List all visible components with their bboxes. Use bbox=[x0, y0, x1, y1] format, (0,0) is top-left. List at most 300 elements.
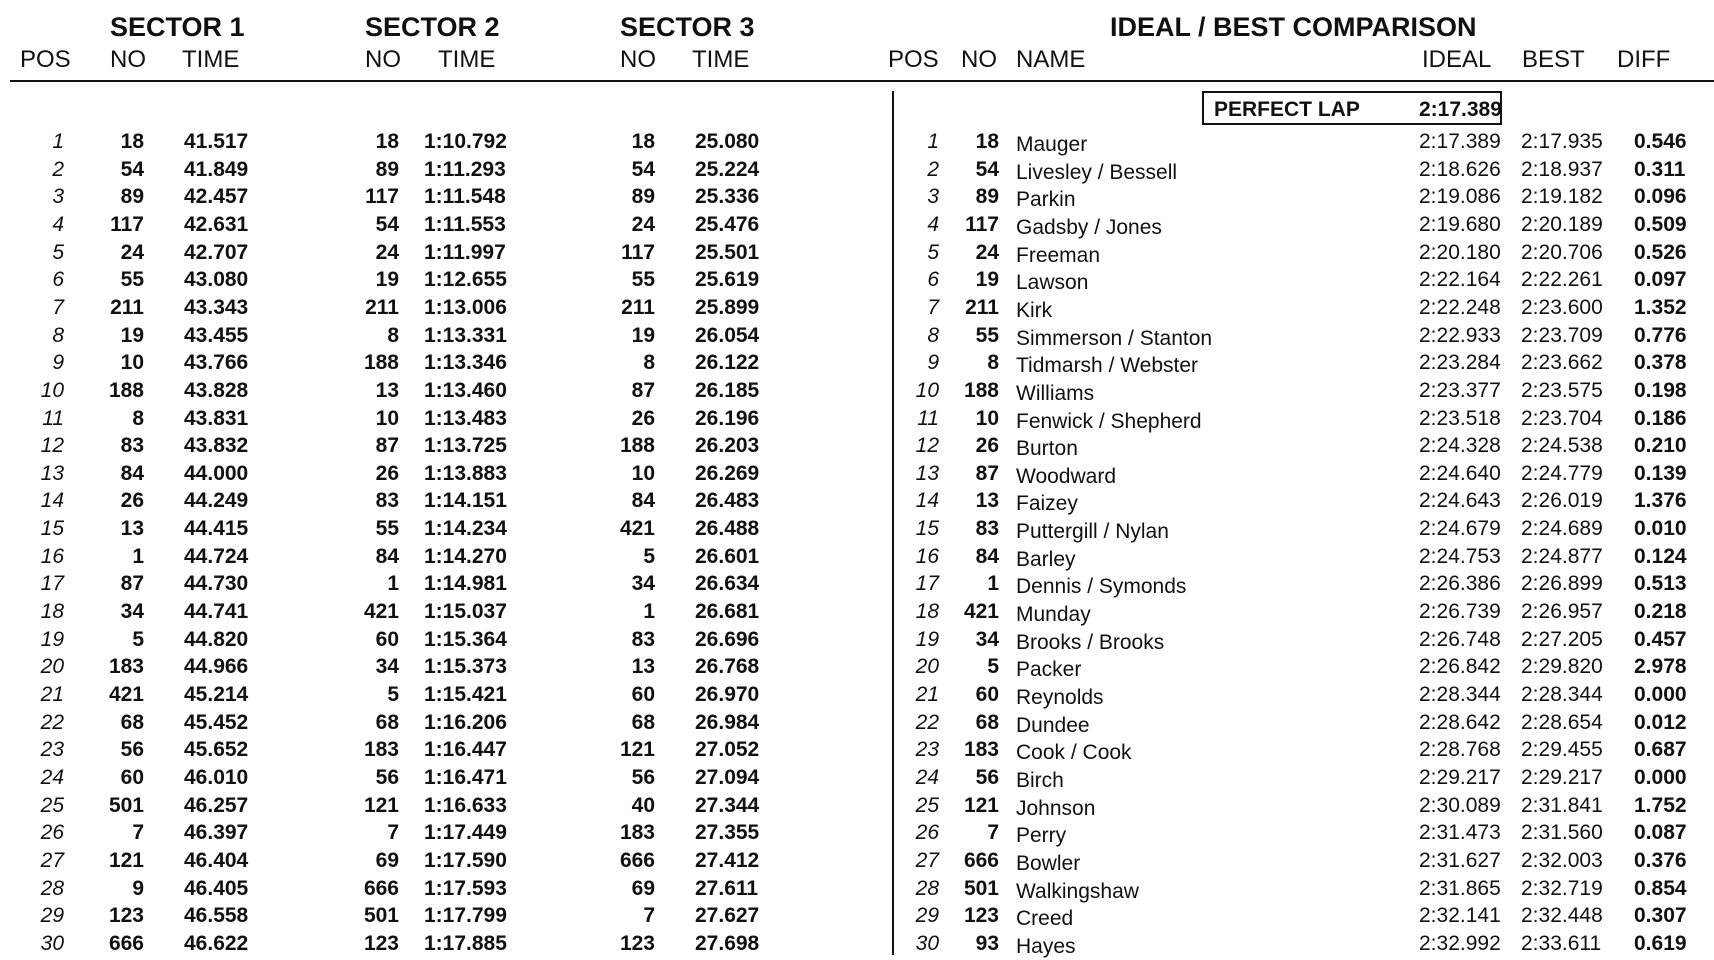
s1-no-cell: 26 bbox=[120, 489, 144, 513]
comp-no-cell: 87 bbox=[975, 461, 999, 485]
s2-no-cell: 666 bbox=[363, 876, 399, 900]
comp-best-cell: 2:32.719 bbox=[1521, 876, 1603, 900]
s3-time-cell: 26.696 bbox=[695, 627, 760, 651]
comp-ideal-cell: 2:30.089 bbox=[1419, 793, 1501, 817]
comp-best-cell: 2:24.538 bbox=[1521, 434, 1603, 458]
s3-no-cell: 121 bbox=[619, 738, 655, 762]
comp-no-cell: 60 bbox=[975, 683, 999, 706]
s3-no-cell: 87 bbox=[631, 378, 655, 402]
s3-time-cell: 26.122 bbox=[695, 351, 760, 375]
s1-time-cell: 46.404 bbox=[184, 848, 249, 872]
comp-diff-cell: 0.509 bbox=[1634, 212, 1687, 236]
s3-no-cell: 34 bbox=[631, 572, 655, 596]
comp-no-cell: 188 bbox=[963, 378, 999, 402]
s3-no-cell: 60 bbox=[631, 683, 655, 706]
s2-time-cell: 1:13.346 bbox=[424, 351, 507, 375]
s1-pos-cell: 30 bbox=[40, 931, 64, 955]
s2-time-cell: 1:17.593 bbox=[424, 876, 507, 900]
comp-name-cell: Parkin bbox=[1016, 188, 1076, 212]
comp-diff-cell: 0.000 bbox=[1634, 683, 1687, 706]
table-row bbox=[0, 405, 1714, 432]
comp-pos-cell: 12 bbox=[915, 434, 939, 458]
comp-no-cell: 211 bbox=[965, 295, 999, 319]
s1-pos-cell: 19 bbox=[40, 627, 64, 651]
comp-no-cell: 10 bbox=[975, 406, 999, 430]
table-row bbox=[0, 460, 1714, 487]
comp-best-cell: 2:28.654 bbox=[1521, 710, 1603, 734]
s1-pos-cell: 25 bbox=[40, 793, 64, 817]
table-row bbox=[0, 432, 1714, 459]
s2-no-cell: 54 bbox=[375, 212, 399, 236]
s2-no-cell: 10 bbox=[375, 406, 399, 430]
s1-time-cell: 45.452 bbox=[184, 710, 249, 734]
s3-no-cell: 55 bbox=[631, 268, 655, 292]
s1-no-cell: 13 bbox=[120, 517, 144, 541]
table-row bbox=[0, 515, 1714, 542]
s1-no-cell: 83 bbox=[120, 434, 144, 458]
table-row bbox=[0, 128, 1714, 155]
comp-name-cell: Birch bbox=[1016, 768, 1064, 792]
comp-pos-cell: 24 bbox=[915, 765, 939, 789]
s3-no-cell: 56 bbox=[631, 765, 655, 789]
comp-best-cell: 2:32.003 bbox=[1521, 848, 1603, 872]
s1-no-cell: 9 bbox=[132, 876, 144, 900]
s1-pos-cell: 17 bbox=[40, 572, 64, 596]
table-row bbox=[0, 239, 1714, 266]
comp-diff-cell: 1.752 bbox=[1634, 793, 1687, 817]
comp-no-header: NO bbox=[961, 46, 997, 73]
s1-time-cell: 44.741 bbox=[184, 600, 249, 624]
comp-no-cell: 34 bbox=[975, 627, 999, 651]
s1-pos-cell: 28 bbox=[40, 876, 64, 900]
comp-best-cell: 2:20.706 bbox=[1521, 240, 1603, 264]
comp-no-cell: 117 bbox=[965, 212, 999, 236]
comp-pos-cell: 25 bbox=[915, 793, 939, 817]
comp-no-cell: 501 bbox=[963, 876, 999, 900]
comp-no-cell: 183 bbox=[963, 738, 999, 762]
s1-no-cell: 54 bbox=[120, 157, 144, 181]
comp-no-cell: 56 bbox=[975, 765, 999, 789]
s1-time-cell: 44.249 bbox=[184, 489, 249, 513]
s3-time-cell: 26.196 bbox=[695, 406, 760, 430]
s1-time-cell: 43.455 bbox=[184, 323, 249, 347]
comp-ideal-cell: 2:24.328 bbox=[1419, 434, 1501, 458]
s2-time-cell: 1:16.471 bbox=[424, 765, 507, 789]
s2-time-cell: 1:15.421 bbox=[424, 683, 507, 706]
s3-no-cell: 183 bbox=[619, 821, 655, 845]
comp-best-cell: 2:20.189 bbox=[1521, 212, 1603, 236]
comp-ideal-cell: 2:26.748 bbox=[1419, 627, 1501, 651]
sector1-title: SECTOR 1 bbox=[110, 12, 245, 42]
comp-ideal-cell: 2:31.473 bbox=[1419, 821, 1501, 845]
comp-ideal-cell: 2:18.626 bbox=[1419, 157, 1501, 181]
s1-time-cell: 46.257 bbox=[184, 793, 249, 817]
comp-pos-cell: 18 bbox=[915, 600, 939, 624]
comp-ideal-cell: 2:32.141 bbox=[1419, 904, 1501, 928]
s1-pos-cell: 6 bbox=[52, 268, 64, 292]
comp-pos-cell: 29 bbox=[915, 904, 939, 928]
comp-diff-cell: 0.186 bbox=[1634, 406, 1687, 430]
s1-pos-cell: 8 bbox=[52, 323, 64, 347]
s1-time-cell: 42.707 bbox=[184, 240, 249, 264]
s1-time-cell: 42.631 bbox=[184, 212, 249, 236]
table-row bbox=[0, 570, 1714, 597]
s1-time-cell: 44.730 bbox=[184, 572, 249, 596]
s1-pos-cell: 11 bbox=[42, 406, 64, 430]
s3-no-cell: 188 bbox=[619, 434, 655, 458]
table-row bbox=[0, 792, 1714, 819]
comp-no-cell: 84 bbox=[975, 544, 999, 568]
s2-time-cell: 1:13.725 bbox=[424, 434, 507, 458]
comp-best-cell: 2:18.937 bbox=[1521, 157, 1603, 181]
s1-pos-cell: 26 bbox=[40, 821, 64, 845]
s3-no-cell: 5 bbox=[643, 544, 655, 568]
comp-pos-cell: 11 bbox=[917, 406, 939, 430]
s3-no-cell: 666 bbox=[619, 848, 655, 872]
comp-name-cell: Barley bbox=[1016, 547, 1076, 571]
s2-no-cell: 60 bbox=[375, 627, 399, 651]
s2-time-cell: 1:12.655 bbox=[424, 268, 507, 292]
s1-pos-cell: 2 bbox=[52, 157, 64, 181]
s1-pos-cell: 18 bbox=[40, 600, 64, 624]
s1-no-cell: 55 bbox=[120, 268, 144, 292]
comp-best-cell: 2:29.455 bbox=[1521, 738, 1603, 762]
s1-time-cell: 41.849 bbox=[184, 157, 249, 181]
s3-no-cell: 84 bbox=[631, 489, 655, 513]
s1-time-cell: 43.343 bbox=[184, 295, 249, 319]
comp-pos-cell: 22 bbox=[915, 710, 939, 734]
s1-time-header: TIME bbox=[182, 46, 240, 73]
comp-diff-cell: 0.546 bbox=[1634, 130, 1687, 153]
comp-best-cell: 2:33.611 bbox=[1521, 931, 1602, 955]
comp-best-cell: 2:23.662 bbox=[1521, 351, 1603, 375]
s1-time-cell: 46.397 bbox=[184, 821, 249, 845]
table-row bbox=[0, 764, 1714, 791]
s1-pos-cell: 4 bbox=[52, 212, 64, 236]
s1-no-cell: 60 bbox=[120, 765, 144, 789]
s1-no-cell: 34 bbox=[120, 600, 144, 624]
s3-time-cell: 25.336 bbox=[695, 185, 760, 209]
s2-no-cell: 18 bbox=[375, 130, 399, 153]
comp-pos-cell: 20 bbox=[915, 655, 939, 679]
comp-best-cell: 2:19.182 bbox=[1521, 185, 1603, 209]
comp-pos-cell: 5 bbox=[927, 240, 939, 264]
s2-no-cell: 56 bbox=[375, 765, 399, 789]
s3-time-cell: 26.185 bbox=[695, 378, 760, 402]
comp-name-cell: Walkingshaw bbox=[1016, 879, 1139, 903]
s1-no-cell: 5 bbox=[132, 627, 144, 651]
s3-no-cell: 117 bbox=[621, 240, 655, 264]
comp-ideal-cell: 2:24.640 bbox=[1419, 461, 1501, 485]
perfect-lap-box bbox=[1202, 91, 1502, 125]
s1-pos-cell: 1 bbox=[52, 130, 64, 153]
comp-diff-cell: 0.198 bbox=[1634, 378, 1687, 402]
perfect-lap-label: PERFECT LAP bbox=[1214, 98, 1360, 121]
comp-ideal-cell: 2:26.739 bbox=[1419, 600, 1501, 624]
s1-time-cell: 43.080 bbox=[184, 268, 249, 292]
comp-best-header: BEST bbox=[1522, 46, 1585, 73]
s3-time-cell: 27.627 bbox=[695, 904, 760, 928]
s2-time-cell: 1:17.799 bbox=[424, 904, 507, 928]
s1-no-cell: 7 bbox=[132, 821, 144, 845]
s3-no-cell: 19 bbox=[631, 323, 655, 347]
s3-no-header: NO bbox=[620, 46, 656, 73]
s2-no-cell: 188 bbox=[363, 351, 399, 375]
s3-no-cell: 7 bbox=[643, 904, 655, 928]
s3-time-header: TIME bbox=[692, 46, 750, 73]
comp-ideal-cell: 2:31.865 bbox=[1419, 876, 1501, 900]
s3-time-cell: 26.483 bbox=[695, 489, 760, 513]
comp-pos-cell: 6 bbox=[927, 268, 939, 292]
s2-time-cell: 1:11.997 bbox=[424, 240, 506, 264]
s1-pos-cell: 16 bbox=[40, 544, 64, 568]
comp-name-cell: Freeman bbox=[1016, 243, 1101, 267]
comp-diff-cell: 0.378 bbox=[1634, 351, 1687, 375]
s3-time-cell: 26.269 bbox=[695, 461, 760, 485]
comp-name-cell: Reynolds bbox=[1016, 686, 1104, 709]
comp-ideal-cell: 2:26.386 bbox=[1419, 572, 1501, 596]
s2-no-cell: 183 bbox=[363, 738, 399, 762]
comp-no-cell: 89 bbox=[975, 185, 999, 209]
comp-no-cell: 13 bbox=[975, 489, 999, 513]
comp-name-cell: Lawson bbox=[1016, 271, 1089, 295]
s1-pos-header: POS bbox=[20, 46, 71, 73]
comp-diff-cell: 0.376 bbox=[1634, 848, 1687, 872]
comp-no-cell: 93 bbox=[975, 931, 999, 955]
s2-no-header: NO bbox=[365, 46, 401, 73]
comp-diff-cell: 0.096 bbox=[1634, 185, 1687, 209]
comp-name-cell: Gadsby / Jones bbox=[1016, 215, 1162, 239]
s1-pos-cell: 10 bbox=[40, 378, 64, 402]
s1-no-cell: 501 bbox=[108, 793, 144, 817]
table-row bbox=[0, 847, 1714, 874]
s1-no-cell: 24 bbox=[120, 240, 144, 264]
table-row bbox=[0, 211, 1714, 238]
comp-best-cell: 2:28.344 bbox=[1521, 683, 1603, 706]
s3-no-cell: 89 bbox=[631, 185, 655, 209]
comp-no-cell: 18 bbox=[975, 130, 999, 153]
s2-time-cell: 1:15.037 bbox=[424, 600, 507, 624]
s2-time-cell: 1:11.548 bbox=[424, 185, 506, 209]
comp-diff-cell: 0.087 bbox=[1634, 821, 1687, 845]
s2-no-cell: 7 bbox=[387, 821, 399, 845]
table-row bbox=[0, 626, 1714, 653]
s1-no-cell: 19 bbox=[120, 323, 144, 347]
comp-best-cell: 2:29.217 bbox=[1521, 765, 1603, 789]
s1-time-cell: 44.000 bbox=[184, 461, 249, 485]
s2-time-cell: 1:14.234 bbox=[424, 517, 507, 541]
s2-no-cell: 121 bbox=[363, 793, 399, 817]
s3-time-cell: 27.412 bbox=[695, 848, 760, 872]
comp-best-cell: 2:22.261 bbox=[1521, 268, 1603, 292]
s1-pos-cell: 24 bbox=[40, 765, 64, 789]
comp-pos-cell: 23 bbox=[915, 738, 939, 762]
s2-time-cell: 1:13.460 bbox=[424, 378, 507, 402]
s1-time-cell: 43.766 bbox=[184, 351, 249, 375]
comp-name-cell: Simmerson / Stanton bbox=[1016, 326, 1213, 350]
comp-name-cell: Dundee bbox=[1016, 713, 1090, 737]
s1-time-cell: 45.214 bbox=[184, 683, 249, 706]
comp-diff-cell: 0.619 bbox=[1634, 931, 1687, 955]
s1-no-cell: 84 bbox=[120, 461, 144, 485]
comp-diff-cell: 0.526 bbox=[1634, 240, 1687, 264]
table-row bbox=[0, 709, 1714, 736]
s1-pos-cell: 29 bbox=[40, 904, 64, 928]
s3-time-cell: 26.681 bbox=[695, 600, 760, 624]
s3-no-cell: 68 bbox=[631, 710, 655, 734]
comp-no-cell: 26 bbox=[975, 434, 999, 458]
comp-best-cell: 2:23.600 bbox=[1521, 295, 1603, 319]
s3-time-cell: 26.768 bbox=[695, 655, 760, 679]
comp-ideal-cell: 2:29.217 bbox=[1419, 765, 1501, 789]
comp-best-cell: 2:24.689 bbox=[1521, 517, 1603, 541]
comp-name-cell: Mauger bbox=[1016, 133, 1088, 156]
s2-no-cell: 84 bbox=[375, 544, 399, 568]
s1-no-cell: 18 bbox=[120, 130, 144, 153]
comp-ideal-cell: 2:28.642 bbox=[1419, 710, 1501, 734]
s1-pos-cell: 3 bbox=[52, 185, 64, 209]
s1-no-header: NO bbox=[110, 46, 146, 73]
s1-time-cell: 46.622 bbox=[184, 931, 249, 955]
s1-no-cell: 87 bbox=[120, 572, 144, 596]
comp-ideal-cell: 2:19.086 bbox=[1419, 185, 1501, 209]
comp-diff-cell: 0.687 bbox=[1634, 738, 1687, 762]
s2-time-cell: 1:11.293 bbox=[424, 157, 506, 181]
s3-no-cell: 18 bbox=[631, 130, 655, 153]
s3-no-cell: 69 bbox=[631, 876, 655, 900]
s2-time-cell: 1:15.364 bbox=[424, 627, 507, 651]
comp-ideal-cell: 2:24.643 bbox=[1419, 489, 1501, 513]
s1-no-cell: 89 bbox=[120, 185, 144, 209]
comp-pos-cell: 28 bbox=[915, 876, 939, 900]
s1-pos-cell: 12 bbox=[40, 434, 64, 458]
comp-best-cell: 2:23.709 bbox=[1521, 323, 1603, 347]
s3-time-cell: 27.344 bbox=[695, 793, 760, 817]
comp-pos-header: POS bbox=[888, 46, 939, 73]
s2-time-cell: 1:14.981 bbox=[424, 572, 507, 596]
comp-name-cell: Tidmarsh / Webster bbox=[1016, 354, 1199, 378]
comp-name-cell: Faizey bbox=[1016, 492, 1078, 516]
s3-time-cell: 26.054 bbox=[695, 323, 760, 347]
s3-time-cell: 26.634 bbox=[695, 572, 760, 596]
comp-pos-cell: 2 bbox=[927, 157, 939, 181]
s1-time-cell: 46.010 bbox=[184, 765, 249, 789]
comp-ideal-cell: 2:26.842 bbox=[1419, 655, 1501, 679]
comp-name-cell: Perry bbox=[1016, 824, 1067, 848]
comp-name-cell: Bowler bbox=[1016, 851, 1081, 875]
comp-pos-cell: 1 bbox=[927, 130, 939, 153]
comp-diff-cell: 0.513 bbox=[1634, 572, 1687, 596]
s2-time-cell: 1:16.206 bbox=[424, 710, 507, 734]
comp-diff-cell: 0.457 bbox=[1634, 627, 1687, 651]
comp-best-cell: 2:32.448 bbox=[1521, 904, 1603, 928]
s2-time-cell: 1:17.885 bbox=[424, 931, 507, 955]
s2-no-cell: 8 bbox=[387, 323, 399, 347]
s2-no-cell: 5 bbox=[387, 683, 399, 706]
s2-time-cell: 1:14.270 bbox=[424, 544, 507, 568]
s2-no-cell: 34 bbox=[375, 655, 399, 679]
s1-no-cell: 68 bbox=[120, 710, 144, 734]
s2-no-cell: 211 bbox=[365, 295, 399, 319]
comp-no-cell: 8 bbox=[987, 351, 999, 375]
table-row bbox=[0, 156, 1714, 183]
s3-time-cell: 26.601 bbox=[695, 544, 760, 568]
s2-time-cell: 1:13.331 bbox=[424, 323, 507, 347]
comp-no-cell: 54 bbox=[975, 157, 999, 181]
s2-no-cell: 55 bbox=[375, 517, 399, 541]
s1-no-cell: 56 bbox=[120, 738, 144, 762]
comp-name-header: NAME bbox=[1016, 46, 1086, 73]
s1-time-cell: 46.405 bbox=[184, 876, 249, 900]
comp-name-cell: Creed bbox=[1016, 907, 1074, 931]
table-row bbox=[0, 598, 1714, 625]
s2-time-cell: 1:16.447 bbox=[424, 738, 507, 762]
table-row bbox=[0, 653, 1714, 680]
comp-ideal-cell: 2:31.627 bbox=[1419, 848, 1501, 872]
s3-time-cell: 27.094 bbox=[695, 765, 760, 789]
comp-no-cell: 121 bbox=[963, 793, 999, 817]
table-row bbox=[0, 902, 1714, 929]
s2-time-cell: 1:17.590 bbox=[424, 848, 507, 872]
s2-time-cell: 1:15.373 bbox=[424, 655, 507, 679]
comp-diff-header: DIFF bbox=[1617, 46, 1671, 73]
comp-best-cell: 2:26.899 bbox=[1521, 572, 1603, 596]
s1-pos-cell: 23 bbox=[40, 738, 64, 762]
s2-no-cell: 501 bbox=[363, 904, 399, 928]
comp-ideal-cell: 2:20.180 bbox=[1419, 240, 1501, 264]
comp-diff-cell: 0.210 bbox=[1634, 434, 1687, 458]
s3-time-cell: 25.476 bbox=[695, 212, 760, 236]
s1-time-cell: 45.652 bbox=[184, 738, 249, 762]
comp-best-cell: 2:17.935 bbox=[1521, 130, 1603, 153]
s3-time-cell: 25.224 bbox=[695, 157, 760, 181]
s1-pos-cell: 14 bbox=[40, 489, 64, 513]
s1-no-cell: 211 bbox=[110, 295, 144, 319]
comp-ideal-cell: 2:22.933 bbox=[1419, 323, 1501, 347]
comp-pos-cell: 17 bbox=[915, 572, 939, 596]
s3-time-cell: 26.970 bbox=[695, 683, 760, 706]
comp-best-cell: 2:23.575 bbox=[1521, 378, 1603, 402]
comp-best-cell: 2:24.877 bbox=[1521, 544, 1603, 568]
comp-diff-cell: 0.012 bbox=[1634, 710, 1687, 734]
comp-diff-cell: 0.000 bbox=[1634, 765, 1687, 789]
s2-no-cell: 69 bbox=[375, 848, 399, 872]
s2-time-cell: 1:10.792 bbox=[424, 130, 507, 153]
comp-diff-cell: 0.218 bbox=[1634, 600, 1687, 624]
comp-pos-cell: 27 bbox=[915, 848, 939, 872]
comp-pos-cell: 3 bbox=[927, 185, 939, 209]
table-row bbox=[0, 930, 1714, 957]
comp-pos-cell: 16 bbox=[915, 544, 939, 568]
table-row bbox=[0, 487, 1714, 514]
comp-name-cell: Munday bbox=[1016, 603, 1091, 627]
s1-no-cell: 123 bbox=[108, 904, 144, 928]
comp-diff-cell: 0.124 bbox=[1634, 544, 1687, 568]
s2-time-cell: 1:13.483 bbox=[424, 406, 507, 430]
s2-time-cell: 1:13.883 bbox=[424, 461, 507, 485]
comp-diff-cell: 1.352 bbox=[1634, 295, 1687, 319]
s1-no-cell: 183 bbox=[108, 655, 144, 679]
s1-pos-cell: 13 bbox=[40, 461, 64, 485]
comp-no-cell: 19 bbox=[975, 268, 999, 292]
comp-diff-cell: 0.776 bbox=[1634, 323, 1687, 347]
s1-no-cell: 8 bbox=[132, 406, 144, 430]
s1-time-cell: 43.828 bbox=[184, 378, 249, 402]
s3-no-cell: 54 bbox=[631, 157, 655, 181]
s3-no-cell: 40 bbox=[631, 793, 655, 817]
comp-name-cell: Brooks / Brooks bbox=[1016, 630, 1165, 654]
table-row bbox=[0, 377, 1714, 404]
